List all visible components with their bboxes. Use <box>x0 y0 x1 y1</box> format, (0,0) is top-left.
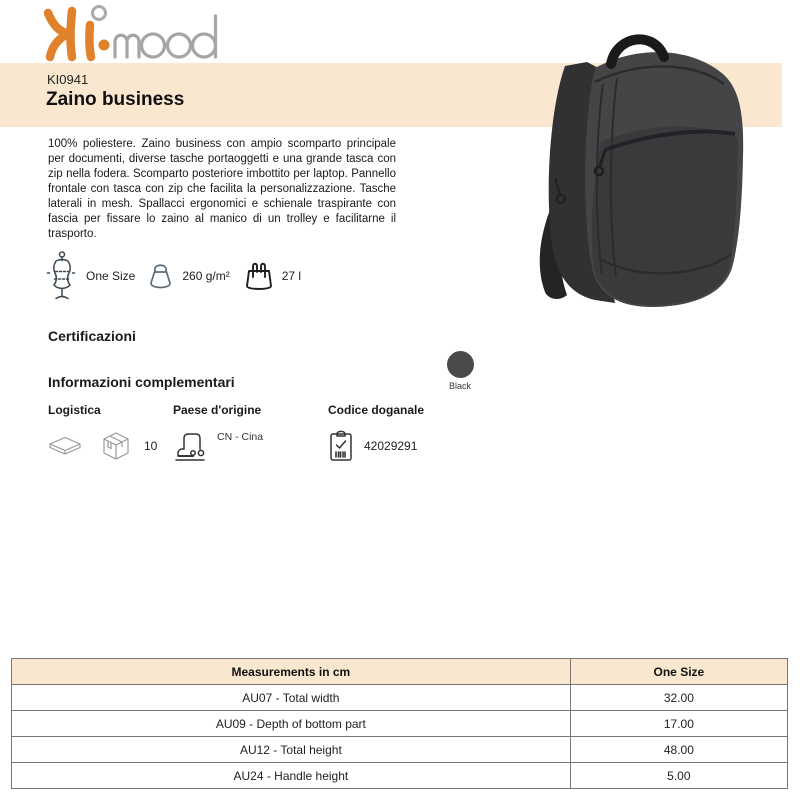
volume-label: 27 l <box>281 269 302 283</box>
backpack-image <box>503 22 763 312</box>
color-swatch[interactable] <box>444 351 476 391</box>
logo-dot-icon <box>99 40 110 51</box>
origin-value: CN - Cina <box>217 431 264 443</box>
origin-column <box>173 403 263 465</box>
table-cell: AU12 - Total height <box>12 737 571 763</box>
product-description: 100% poliestere. Zaino business con ampio scomparto principale per documenti, diverse tasche portaoggetti e una grande tasca con zip nella fodera. Scomparto posteriore imbottito per laptop. Pannello frontale con tasca con zip che facilita la personalizzazione. Tasche laterali in mesh. Spallacci ergonomici e schienale traspirante con fascia per fissare lo zaino al manico di un trolley e facilitarne il trasporto. <box>48 138 396 240</box>
mannequin-icon <box>46 251 78 301</box>
origin-title: Paese d'origine <box>173 403 262 417</box>
product-sku: KI0941 <box>47 72 89 87</box>
sewing-machine-icon <box>173 429 207 465</box>
clipboard-icon <box>328 429 354 462</box>
table-header-measurements: Measurements in cm <box>12 659 571 685</box>
measurements-table <box>11 658 788 789</box>
table-cell: 32.00 <box>570 685 787 711</box>
table-row <box>12 737 788 763</box>
table-cell: AU07 - Total width <box>12 685 571 711</box>
color-swatch-label: Black <box>448 381 471 391</box>
table-cell: AU09 - Depth of bottom part <box>12 711 571 737</box>
customs-title: Codice doganale <box>328 403 425 417</box>
weight-label: 260 g/m² <box>182 269 230 283</box>
customs-column <box>328 403 424 462</box>
table-cell: 17.00 <box>570 711 787 737</box>
weight-icon <box>147 260 174 292</box>
carton-box-icon <box>98 429 134 463</box>
flat-box-icon <box>48 435 82 457</box>
table-cell: 5.00 <box>570 763 787 789</box>
logistics-column <box>48 403 157 463</box>
table-header-row <box>12 659 788 685</box>
additional-info-heading: Informazioni complementari <box>48 374 235 390</box>
info-columns <box>0 403 800 478</box>
page-title: Zaino business <box>46 89 185 110</box>
table-header-one-size: One Size <box>570 659 787 685</box>
attributes-row <box>46 250 301 302</box>
table-row <box>12 763 788 789</box>
carton-quantity: 10 <box>144 439 158 453</box>
color-swatch-circle[interactable] <box>447 351 474 378</box>
table-cell: AU24 - Handle height <box>12 763 571 789</box>
logistics-title: Logistica <box>48 403 101 417</box>
table-row <box>12 685 788 711</box>
bag-icon <box>244 260 274 292</box>
size-label: One Size <box>86 269 136 283</box>
kimood-logo <box>44 4 244 62</box>
certifications-heading: Certificazioni <box>48 328 136 344</box>
table-cell: 48.00 <box>570 737 787 763</box>
customs-code-value: 42029291 <box>364 438 418 453</box>
table-row <box>12 711 788 737</box>
